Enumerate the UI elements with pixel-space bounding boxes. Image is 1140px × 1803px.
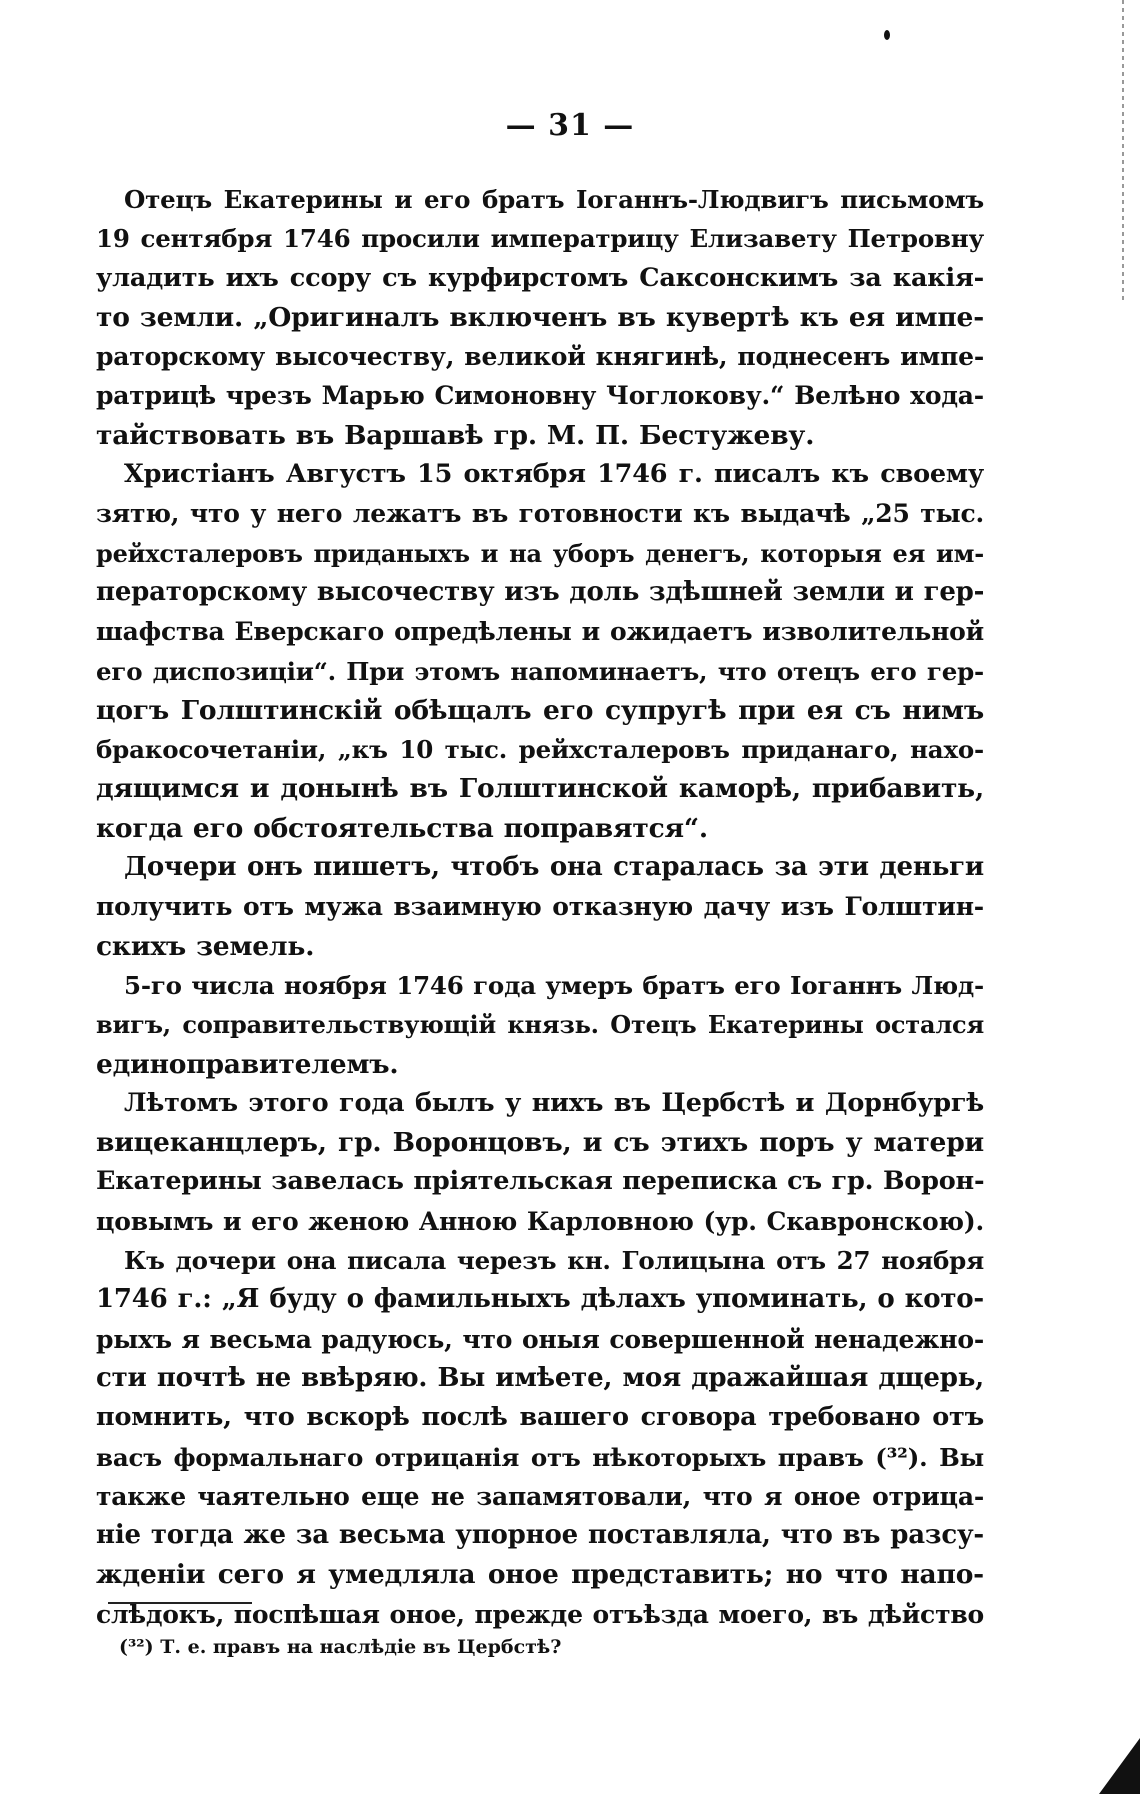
text-line: также чаятельно еще не запамятовали, что я оное отрица- <box>96 1481 984 1511</box>
text-line: цовымъ и его женою Анною Карловною (ур. Скавронскою). <box>96 1206 984 1236</box>
scan-edge-line <box>1122 0 1124 300</box>
text-line: Отецъ Екатерины и его братъ Iоганнъ-Людвигъ письмомъ <box>124 185 984 214</box>
text-line: слѣдокъ, поспѣшая оное, прежде отъѣзда моего, въ дѣйство <box>96 1599 984 1629</box>
text-line: дящимся и донынѣ въ Голштинской каморѣ, прибавить, <box>96 773 984 805</box>
text-line: Екатерины завелась пріятельская переписка съ гр. Ворон- <box>96 1166 984 1197</box>
text-line: 19 сентября 1746 просили императрицу Елизавету Петровну <box>96 224 984 254</box>
text-line: единоправителемъ. <box>96 1048 399 1080</box>
text-line: 1746 г.: „Я буду о фамильныхъ дѣлахъ упоминать, о кото- <box>96 1284 984 1315</box>
text-line: получить отъ мужа взаимную отказную дачу изъ Голштин- <box>96 892 984 922</box>
footnote: (³²) Т. е. правъ на наслѣдіе въ Цербстѣ? <box>119 1636 562 1658</box>
text-line: ніе тогда же за весьма упорное поставляла, что въ разсу- <box>96 1520 984 1551</box>
text-line: вицеканцлеръ, гр. Воронцовъ, и съ этихъ поръ у матери <box>96 1127 984 1159</box>
text-line: цогъ Голштинскій обѣщалъ его супругѣ при ея съ нимъ <box>96 694 984 726</box>
text-line: Христіанъ Августъ 15 октября 1746 г. писалъ къ своему <box>124 459 984 490</box>
text-line: Къ дочери она писала черезъ кн. Голицына отъ 27 ноября <box>124 1246 984 1276</box>
text-line: Лѣтомъ этого года былъ у нихъ въ Цербстѣ и Дорнбургѣ <box>124 1087 984 1118</box>
text-line: ператорскому высочеству изъ доль здѣшней земли и гер- <box>96 576 984 607</box>
body-text <box>96 180 984 1634</box>
text-line: васъ формальнаго отрицанія отъ нѣкоторыхъ правъ (³²). Вы <box>96 1442 984 1472</box>
text-line: рыхъ я весьма радуюсь, что оныя совершенной ненадежно- <box>96 1324 984 1354</box>
text-line: его диспозиціи“. При этомъ напоминаетъ, что отецъ его гер- <box>96 656 984 686</box>
scan-ink-dot <box>884 30 890 40</box>
text-line: когда его обстоятельства поправятся“. <box>96 812 708 844</box>
page-number: — 31 — <box>505 108 635 143</box>
text-line: зятю, что у него лежатъ въ готовности къ выдачѣ „25 тыс. <box>96 499 984 529</box>
text-line: то земли. „Оригиналъ включенъ въ кувертѣ къ ея импе- <box>96 301 984 333</box>
text-line: сти почтѣ не ввѣряю. Вы имѣете, моя дражайшая дщерь, <box>96 1362 984 1393</box>
text-line: уладить ихъ ссору съ курфирстомъ Саксонскимъ за какія- <box>96 262 984 293</box>
text-line: рейхсталеровъ приданыхъ и на уборъ денегъ, которыя ея им- <box>96 538 984 568</box>
text-line: помнить, что вскорѣ послѣ вашего сговора требовано отъ <box>96 1402 984 1433</box>
text-line: шафства Еверскаго опредѣлены и ожидаетъ изволительной <box>96 617 984 647</box>
text-line: вигъ, соправительствующій князь. Отецъ Екатерины остался <box>96 1010 984 1040</box>
text-line: скихъ земель. <box>96 930 315 962</box>
text-line: Дочери онъ пишетъ, чтобъ она старалась за эти деньги <box>124 852 984 883</box>
text-line: тайствовать въ Варшавѣ гр. М. П. Бестужеву. <box>96 419 815 451</box>
page-corner-mark <box>1099 1738 1140 1794</box>
footnote-divider <box>108 1602 252 1604</box>
text-line: бракосочетаніи, „къ 10 тыс. рейхсталеровъ приданаго, нахо- <box>96 735 984 765</box>
text-line: ратрицѣ чрезъ Марью Симоновну Чоглокову.“ Велѣно хода- <box>96 381 984 411</box>
text-line: жденіи сего я умедляла оное представить; но что напо- <box>96 1559 984 1591</box>
text-line: 5-го числа ноября 1746 года умеръ братъ его Iоганнъ Люд- <box>124 970 984 1000</box>
text-line: раторскому высочеству, великой княгинѣ, поднесенъ импе- <box>96 342 984 372</box>
